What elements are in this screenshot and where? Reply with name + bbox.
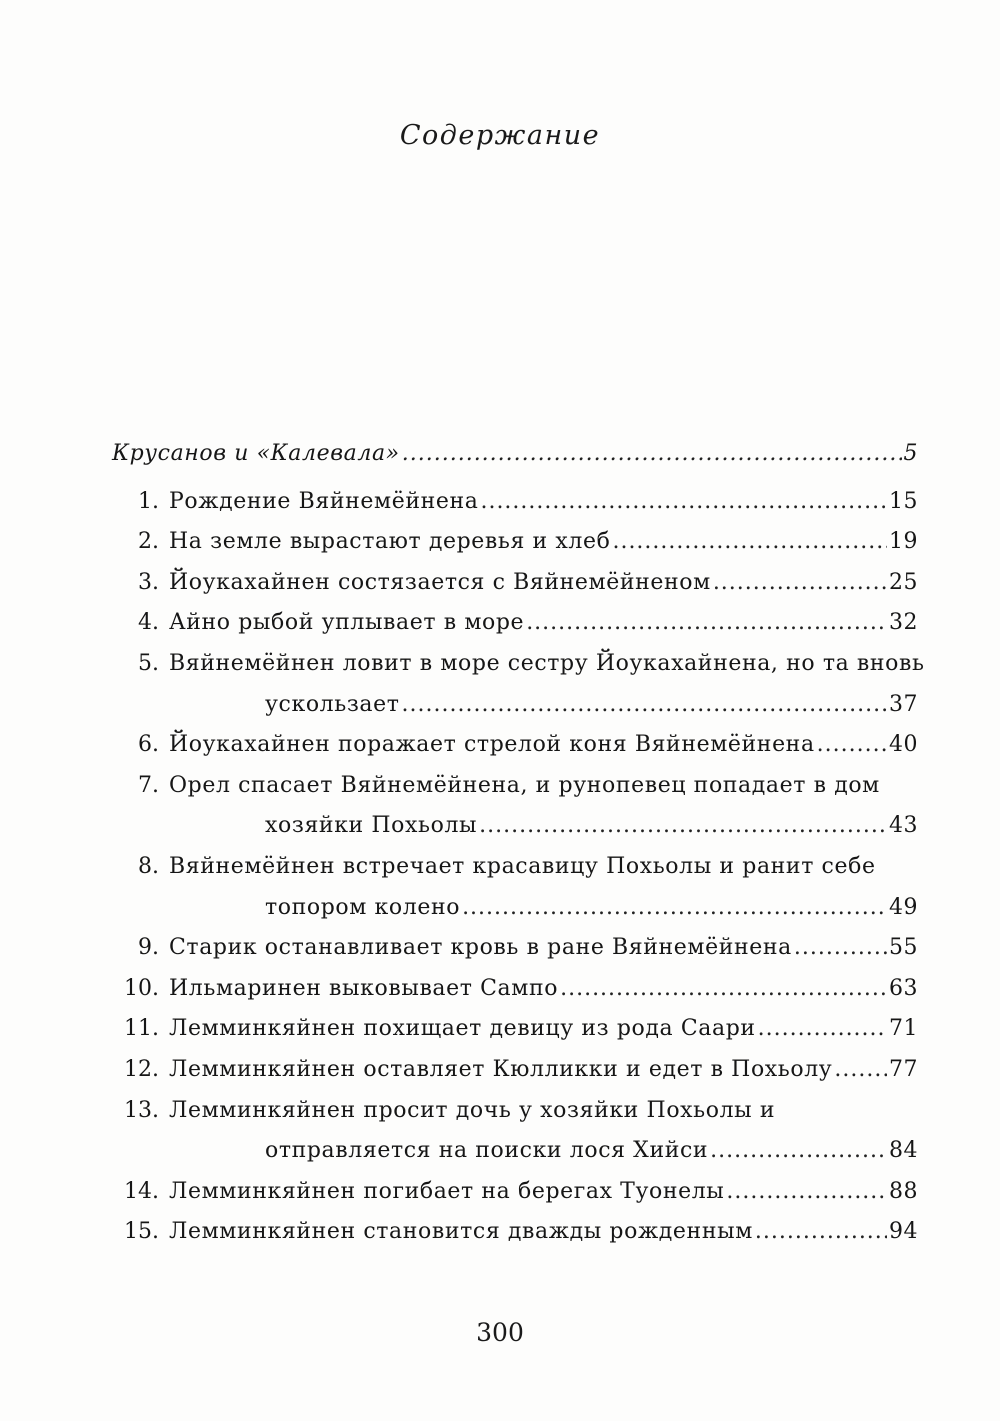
toc-entry[interactable] [112, 529, 918, 570]
toc-intro-page: 5 [903, 441, 918, 466]
table-of-contents [112, 434, 925, 1260]
toc-entry-number: 5. [138, 650, 159, 676]
toc-entry-title: Орел спасает Вяйнемёйнена, и рунопевец попадает в дом [169, 772, 880, 798]
toc-entry-page: 15 [889, 488, 918, 514]
dot-leader [480, 489, 887, 514]
toc-entry[interactable] [112, 773, 918, 854]
toc-entry-number: 14. [124, 1178, 159, 1204]
toc-entry-number: 4. [138, 610, 159, 636]
toc-entry[interactable] [112, 935, 918, 976]
dot-leader [758, 1016, 887, 1041]
toc-entry[interactable] [112, 650, 925, 732]
toc-entry[interactable] [112, 1219, 918, 1260]
toc-entry-page: 88 [889, 1178, 918, 1204]
toc-entry-number: 7. [138, 772, 159, 798]
toc-entry-title: Ильмаринен выковывает Сампо [169, 975, 559, 1001]
toc-entry[interactable] [112, 570, 918, 611]
toc-entry-title: Лемминкяйнен погибает на берегах Туонелы [169, 1178, 725, 1204]
toc-entry-number: 11. [124, 1016, 159, 1042]
toc-entry-page: 55 [889, 935, 918, 961]
toc-entry-number: 12. [124, 1056, 159, 1082]
toc-entry-page: 25 [889, 569, 918, 595]
toc-entry-number: 13. [124, 1097, 159, 1123]
toc-entry[interactable] [112, 1098, 918, 1179]
dot-leader [479, 813, 887, 838]
toc-entry[interactable] [112, 1179, 918, 1220]
toc-entry-title: Лемминкяйнен похищает девицу из рода Саари [169, 1016, 756, 1042]
toc-entry-title: Старик останавливает кровь в ране Вяйнемёйнена [169, 935, 792, 961]
toc-entry-title: Айно рыбой уплывает в море [169, 610, 525, 636]
dot-leader [817, 732, 887, 757]
dot-leader [726, 1179, 887, 1204]
dot-leader [755, 1219, 887, 1244]
toc-entry-title: Лемминкяйнен оставляет Кюлликки и едет в Похьолу [169, 1056, 833, 1082]
toc-entries [112, 488, 925, 1260]
toc-entry-page: 40 [889, 732, 918, 758]
toc-entry-title: ускользает [265, 691, 400, 717]
toc-entry[interactable] [112, 732, 918, 773]
toc-entry-number: 6. [138, 732, 159, 758]
dot-leader [462, 895, 887, 920]
toc-entry-title: хозяйки Похьолы [265, 813, 478, 839]
toc-entry-title: Лемминкяйнен становится дважды рожденным [169, 1219, 753, 1245]
dot-leader [526, 610, 887, 635]
toc-entry-number: 15. [124, 1219, 159, 1245]
toc-entry[interactable] [112, 1057, 918, 1098]
toc-entry-page: 19 [889, 529, 918, 555]
toc-entry-page: 49 [889, 894, 918, 920]
toc-entry-page: 77 [889, 1056, 918, 1082]
toc-entry[interactable] [112, 1016, 918, 1057]
dot-leader [612, 529, 887, 554]
toc-entry[interactable] [112, 610, 918, 651]
dot-leader [402, 692, 887, 717]
toc-entry-number: 9. [138, 935, 159, 961]
toc-entry[interactable] [112, 854, 918, 935]
toc-entry-page: 43 [889, 813, 918, 839]
toc-entry-title: Рождение Вяйнемёйнена [169, 488, 479, 514]
toc-entry-number: 2. [138, 529, 159, 555]
toc-entry-title: На земле вырастают деревья и хлеб [169, 529, 611, 555]
toc-intro-text: Крусанов и «Калевала» [112, 441, 400, 466]
toc-entry-title: отправляется на поиски лося Хийси [265, 1138, 709, 1164]
toc-intro-entry[interactable] [112, 434, 918, 475]
dot-leader [794, 935, 887, 960]
dot-leader [834, 1057, 887, 1082]
toc-entry-page: 84 [889, 1138, 918, 1164]
dot-leader [560, 976, 887, 1001]
toc-entry-number: 10. [124, 975, 159, 1001]
toc-entry-title: Лемминкяйнен просит дочь у хозяйки Похьолы и [169, 1097, 776, 1123]
toc-entry-page: 32 [889, 610, 918, 636]
toc-entry-number: 8. [138, 853, 159, 879]
page-number: 300 [476, 1318, 524, 1347]
toc-entry-title: топором колено [265, 894, 461, 920]
page-title: Содержание [399, 120, 601, 151]
toc-entry-title: Йоукахайнен поражает стрелой коня Вяйнемёйнена [169, 732, 815, 758]
toc-entry-number: 3. [138, 569, 159, 595]
toc-entry-page: 71 [889, 1016, 918, 1042]
toc-entry-page: 94 [889, 1219, 918, 1245]
toc-entry-title: Вяйнемёйнен встречает красавицу Похьолы и ранит себе [169, 853, 876, 879]
toc-entry[interactable] [112, 976, 918, 1017]
dot-leader [402, 434, 902, 475]
dot-leader [713, 570, 887, 595]
toc-entry-number: 1. [138, 488, 159, 514]
toc-entry-page: 37 [889, 691, 918, 717]
dot-leader [710, 1138, 887, 1163]
toc-entry[interactable] [112, 489, 918, 530]
toc-entry-page: 63 [889, 975, 918, 1001]
toc-entry-title: Вяйнемёйнен ловит в море сестру Йоукахайнена, но та вновь [169, 650, 925, 676]
toc-entry-title: Йоукахайнен состязается с Вяйнемёйненом [169, 569, 711, 595]
